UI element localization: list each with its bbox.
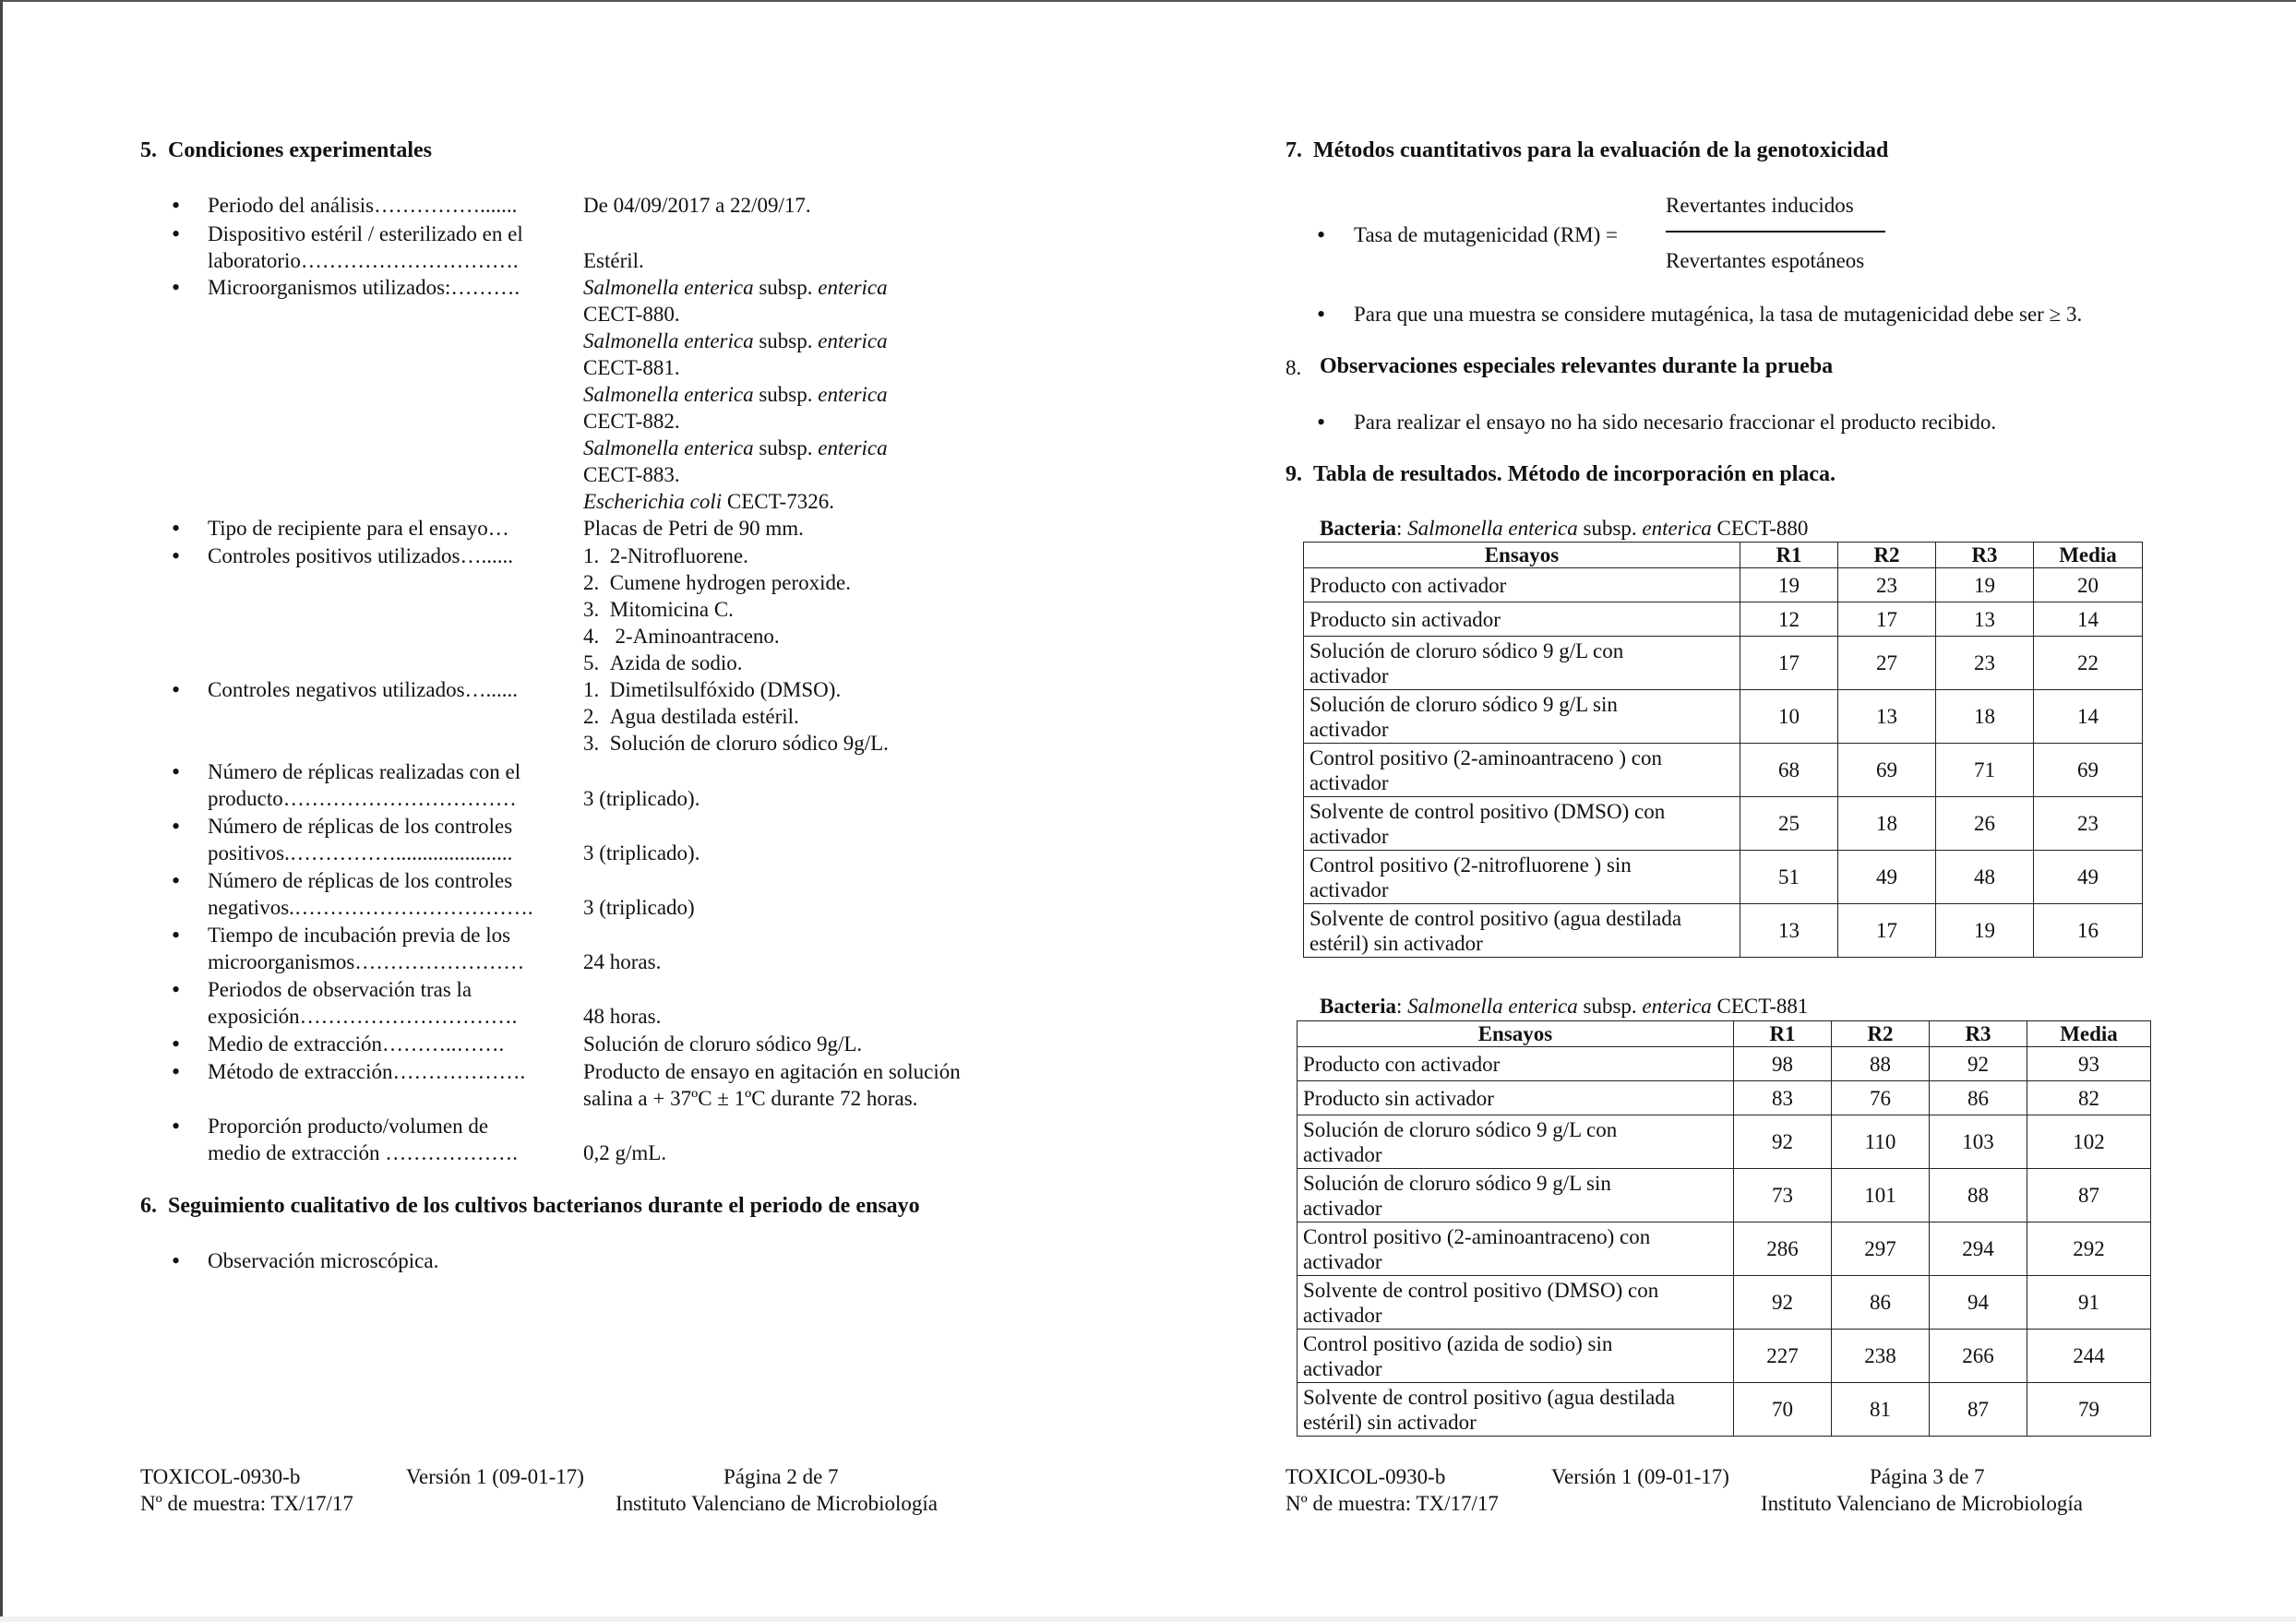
column-header: Media <box>2034 543 2143 568</box>
cell-value: 227 <box>1734 1330 1832 1383</box>
cell-value: 23 <box>1936 637 2034 690</box>
bullet: • <box>172 1113 181 1139</box>
row-label-line: Control positivo (azida de sodio) sin <box>1303 1331 1613 1355</box>
footer-institute: Instituto Valenciano de Microbiología <box>1761 1492 2083 1515</box>
row-label-line: Producto con activador <box>1303 1052 1501 1076</box>
table-row <box>1304 851 2143 904</box>
item-label: Periodo del análisis……………....... <box>208 194 518 217</box>
rm-note: Para que una muestra se considere mutagénica, la tasa de mutagenicidad debe ser ≥ 3. <box>1354 303 2083 326</box>
cell-value: 286 <box>1734 1222 1832 1276</box>
footer-version: Versión 1 (09-01-17) <box>1551 1465 1729 1488</box>
cell-value: 83 <box>1734 1081 1832 1115</box>
table-row <box>1297 1047 2151 1081</box>
row-label-line: Solución de cloruro sódico 9 g/L sin <box>1303 1171 1611 1195</box>
cell-value: 10 <box>1740 690 1838 744</box>
table-row <box>1304 744 2143 797</box>
item-label: Método de extracción………………. <box>208 1060 526 1083</box>
row-label <box>1297 1115 1734 1169</box>
row-label-line: Solución de cloruro sódico 9 g/L con <box>1309 638 1624 662</box>
footer-sample: Nº de muestra: TX/17/17 <box>140 1492 353 1515</box>
cell-value: 92 <box>1734 1115 1832 1169</box>
cell-value: 92 <box>1930 1047 2027 1081</box>
item-value: Placas de Petri de 90 mm. <box>583 517 804 540</box>
cell-value: 110 <box>1832 1115 1930 1169</box>
cell-value: 76 <box>1832 1081 1930 1115</box>
rm-denominator: Revertantes espotáneos <box>1666 249 1865 272</box>
row-label <box>1297 1330 1734 1383</box>
cell-value: 49 <box>2034 851 2143 904</box>
cell-value: 103 <box>1930 1115 2027 1169</box>
cell-value: 20 <box>2034 568 2143 602</box>
list-item: 2. Agua destilada estéril. <box>583 705 799 728</box>
item-value: Producto de ensayo en agitación en solución <box>583 1060 961 1083</box>
item-label: laboratorio…………………………. <box>208 249 519 272</box>
cell-value: 81 <box>1832 1383 1930 1437</box>
cell-value: 297 <box>1832 1222 1930 1276</box>
list-item: 2. Cumene hydrogen peroxide. <box>583 571 851 594</box>
cell-value: 86 <box>1832 1276 1930 1330</box>
table-1-caption: Bacteria: Salmonella enterica subsp. enterica CECT-880 <box>1320 517 1809 540</box>
row-label <box>1304 797 1740 851</box>
row-label-line: estéril) sin activador <box>1303 1410 1477 1434</box>
row-label <box>1297 1222 1734 1276</box>
cell-value: 51 <box>1740 851 1838 904</box>
bullet: • <box>172 758 181 785</box>
item-label: positivos.……………...................... <box>208 841 513 865</box>
item-value: 0,2 g/mL. <box>583 1141 667 1164</box>
organism-strain: CECT-882. <box>583 410 680 433</box>
row-label-line: activador <box>1309 824 1389 848</box>
row-label-line: estéril) sin activador <box>1309 931 1483 955</box>
cell-value: 92 <box>1734 1276 1832 1330</box>
bullet: • <box>1317 301 1326 328</box>
organism-name: Salmonella enterica subsp. enterica <box>583 383 888 406</box>
row-label <box>1297 1081 1734 1115</box>
footer-page: Página 2 de 7 <box>723 1465 839 1488</box>
column-header: R1 <box>1734 1021 1832 1047</box>
item-label: Medio de extracción………..……. <box>208 1032 505 1055</box>
cell-value: 26 <box>1936 797 2034 851</box>
cell-value: 48 <box>1936 851 2034 904</box>
footer-version: Versión 1 (09-01-17) <box>406 1465 584 1488</box>
bullet: • <box>172 1058 181 1085</box>
list-item: 5. Azida de sodio. <box>583 651 743 674</box>
section-8-item: Para realizar el ensayo no ha sido necesario fraccionar el producto recibido. <box>1354 411 1997 434</box>
table-2-caption: Bacteria: Salmonella enterica subsp. enterica CECT-881 <box>1320 995 1809 1018</box>
cell-value: 91 <box>2027 1276 2151 1330</box>
bullet: • <box>1317 221 1326 248</box>
row-label <box>1297 1383 1734 1437</box>
cell-value: 13 <box>1740 904 1838 958</box>
table-row <box>1304 568 2143 602</box>
row-label-line: Solvente de control positivo (DMSO) con <box>1309 799 1666 823</box>
organism-name: Salmonella enterica subsp. enterica <box>583 436 888 459</box>
item-label: Controles negativos utilizados…...... <box>208 678 519 701</box>
cell-value: 88 <box>1930 1169 2027 1222</box>
table-row <box>1297 1383 2151 1437</box>
table-row <box>1297 1169 2151 1222</box>
cell-value: 244 <box>2027 1330 2151 1383</box>
organism-strain: CECT-883. <box>583 463 680 486</box>
table-row <box>1297 1222 2151 1276</box>
cell-value: 14 <box>2034 602 2143 637</box>
row-label-line: Solvente de control positivo (agua destilada <box>1309 906 1682 930</box>
column-header: R3 <box>1930 1021 2027 1047</box>
row-label-line: Control positivo (2-nitrofluorene ) sin <box>1309 853 1632 877</box>
section-8-number: 8. <box>1286 356 1302 379</box>
cell-value: 86 <box>1930 1081 2027 1115</box>
cell-value: 266 <box>1930 1330 2027 1383</box>
bullet: • <box>172 867 181 894</box>
column-header: R3 <box>1936 543 2034 568</box>
footer-institute: Instituto Valenciano de Microbiología <box>616 1492 938 1515</box>
rm-label: Tasa de mutagenicidad (RM) = <box>1354 223 1618 246</box>
item-label: Tiempo de incubación previa de los <box>208 924 511 947</box>
cell-value: 23 <box>1838 568 1936 602</box>
rm-numerator: Revertantes inducidos <box>1666 194 1854 217</box>
cell-value: 19 <box>1936 568 2034 602</box>
section-6-item: Observación microscópica. <box>208 1249 439 1272</box>
item-label: producto…………………………… <box>208 787 517 810</box>
item-value: salina a + 37ºC ± 1ºC durante 72 horas. <box>583 1087 918 1110</box>
cell-value: 94 <box>1930 1276 2027 1330</box>
organism-ecoli: Escherichia coli CECT-7326. <box>583 490 834 513</box>
item-value: 3 (triplicado). <box>583 841 700 865</box>
column-header: Ensayos <box>1297 1021 1734 1047</box>
section-7-title: 7. Métodos cuantitativos para la evaluación de la genotoxicidad <box>1286 138 1889 162</box>
item-value: Solución de cloruro sódico 9g/L. <box>583 1032 863 1055</box>
item-label: microorganismos…………………… <box>208 950 525 973</box>
cell-value: 12 <box>1740 602 1838 637</box>
cell-value: 17 <box>1838 602 1936 637</box>
row-label-line: activador <box>1303 1249 1382 1273</box>
bullet: • <box>172 676 181 703</box>
cell-value: 294 <box>1930 1222 2027 1276</box>
organism-name: Salmonella enterica subsp. enterica <box>583 329 888 352</box>
row-label-line: Producto sin activador <box>1303 1086 1494 1110</box>
cell-value: 25 <box>1740 797 1838 851</box>
table-row <box>1304 904 2143 958</box>
column-header: Ensayos <box>1304 543 1740 568</box>
cell-value: 70 <box>1734 1383 1832 1437</box>
footer-sample: Nº de muestra: TX/17/17 <box>1286 1492 1499 1515</box>
table-header-row <box>1297 1021 2151 1047</box>
row-label-line: Producto con activador <box>1309 573 1507 597</box>
bullet: • <box>172 976 181 1003</box>
cell-value: 16 <box>2034 904 2143 958</box>
section-5-title: 5. Condiciones experimentales <box>140 138 432 162</box>
page-frame-bottom <box>0 1616 2296 1622</box>
item-value: 3 (triplicado) <box>583 896 695 919</box>
column-header: Media <box>2027 1021 2151 1047</box>
table-row <box>1304 690 2143 744</box>
row-label-line: Solvente de control positivo (DMSO) con <box>1303 1278 1659 1302</box>
bullet: • <box>172 1247 181 1274</box>
cell-value: 87 <box>2027 1169 2151 1222</box>
row-label <box>1304 602 1740 637</box>
cell-value: 101 <box>1832 1169 1930 1222</box>
item-label: Número de réplicas de los controles <box>208 815 513 838</box>
cell-value: 14 <box>2034 690 2143 744</box>
results-table-cect-881 <box>1297 1020 2151 1437</box>
table-row <box>1297 1276 2151 1330</box>
row-label-line: activador <box>1309 877 1389 901</box>
cell-value: 102 <box>2027 1115 2151 1169</box>
table-row <box>1304 637 2143 690</box>
row-label <box>1297 1047 1734 1081</box>
fraction-line <box>1666 231 1885 233</box>
item-label: Número de réplicas de los controles <box>208 869 513 892</box>
list-item: 4. 2-Aminoantraceno. <box>583 625 780 648</box>
item-label: Periodos de observación tras la <box>208 978 472 1001</box>
cell-value: 87 <box>1930 1383 2027 1437</box>
bullet: • <box>1317 409 1326 435</box>
bullet: • <box>172 221 181 247</box>
cell-value: 69 <box>2034 744 2143 797</box>
item-label: medio de extracción ………………. <box>208 1141 518 1164</box>
cell-value: 88 <box>1832 1047 1930 1081</box>
row-label <box>1297 1276 1734 1330</box>
cell-value: 69 <box>1838 744 1936 797</box>
bullet: • <box>172 813 181 840</box>
footer-code: TOXICOL-0930-b <box>140 1465 301 1488</box>
organism-strain: CECT-880. <box>583 303 680 326</box>
cell-value: 23 <box>2034 797 2143 851</box>
row-label-line: activador <box>1303 1142 1382 1166</box>
section-9-title: 9. Tabla de resultados. Método de incorporación en placa. <box>1286 462 1836 486</box>
results-table-cect-880 <box>1303 542 2143 958</box>
cell-value: 22 <box>2034 637 2143 690</box>
item-label: Tipo de recipiente para el ensayo… <box>208 517 509 540</box>
row-label-line: activador <box>1309 663 1389 687</box>
cell-value: 17 <box>1838 904 1936 958</box>
cell-value: 73 <box>1734 1169 1832 1222</box>
row-label-line: activador <box>1309 717 1389 741</box>
bullet: • <box>172 1031 181 1057</box>
cell-value: 18 <box>1838 797 1936 851</box>
row-label-line: Producto sin activador <box>1309 607 1501 631</box>
row-label <box>1297 1169 1734 1222</box>
table-row <box>1304 797 2143 851</box>
row-label-line: Solución de cloruro sódico 9 g/L con <box>1303 1117 1618 1141</box>
cell-value: 82 <box>2027 1081 2151 1115</box>
list-item: 1. Dimetilsulfóxido (DMSO). <box>583 678 842 701</box>
row-label <box>1304 851 1740 904</box>
row-label-line: Control positivo (2-aminoantraceno) con <box>1303 1224 1651 1248</box>
bullet: • <box>172 515 181 542</box>
cell-value: 93 <box>2027 1047 2151 1081</box>
organism-name: Salmonella enterica subsp. enterica <box>583 276 888 299</box>
item-label: Microorganismos utilizados:………. <box>208 276 520 299</box>
list-item: 3. Mitomicina C. <box>583 598 734 621</box>
footer-code: TOXICOL-0930-b <box>1286 1465 1446 1488</box>
cell-value: 238 <box>1832 1330 1930 1383</box>
cell-value: 292 <box>2027 1222 2151 1276</box>
page-frame-top <box>0 0 2296 2</box>
column-header: R1 <box>1740 543 1838 568</box>
row-label-line: activador <box>1303 1196 1382 1220</box>
row-label-line: activador <box>1309 770 1389 794</box>
bullet: • <box>172 274 181 301</box>
table-header-row <box>1304 543 2143 568</box>
item-label: Dispositivo estéril / esterilizado en el <box>208 222 523 245</box>
bullet: • <box>172 543 181 569</box>
item-label: negativos.……………………………. <box>208 896 533 919</box>
cell-value: 79 <box>2027 1383 2151 1437</box>
table-row <box>1304 602 2143 637</box>
item-value: 3 (triplicado). <box>583 787 700 810</box>
cell-value: 98 <box>1734 1047 1832 1081</box>
row-label-line: Solvente de control positivo (agua destilada <box>1303 1385 1676 1409</box>
table-row <box>1297 1330 2151 1383</box>
cell-value: 27 <box>1838 637 1936 690</box>
cell-value: 49 <box>1838 851 1936 904</box>
column-header: R2 <box>1838 543 1936 568</box>
item-value: 48 horas. <box>583 1005 662 1028</box>
row-label <box>1304 568 1740 602</box>
row-label-line: Control positivo (2-aminoantraceno ) con <box>1309 745 1662 769</box>
page-frame-left <box>0 0 3 1622</box>
row-label <box>1304 744 1740 797</box>
cell-value: 17 <box>1740 637 1838 690</box>
section-8-title: Observaciones especiales relevantes durante la prueba <box>1320 354 1834 378</box>
footer-page: Página 3 de 7 <box>1870 1465 1985 1488</box>
column-header: R2 <box>1832 1021 1930 1047</box>
row-label <box>1304 904 1740 958</box>
item-label: exposición…………………………. <box>208 1005 518 1028</box>
item-label: Proporción producto/volumen de <box>208 1115 489 1138</box>
row-label-line: activador <box>1303 1356 1382 1380</box>
bullet: • <box>172 192 181 219</box>
item-label: Controles positivos utilizados…...... <box>208 544 513 567</box>
cell-value: 68 <box>1740 744 1838 797</box>
item-label: Número de réplicas realizadas con el <box>208 760 521 783</box>
row-label <box>1304 690 1740 744</box>
row-label <box>1304 637 1740 690</box>
section-6-title: 6. Seguimiento cualitativo de los cultivos bacterianos durante el periodo de ensayo <box>140 1194 920 1218</box>
cell-value: 13 <box>1838 690 1936 744</box>
row-label-line: activador <box>1303 1303 1382 1327</box>
cell-value: 71 <box>1936 744 2034 797</box>
table-row <box>1297 1081 2151 1115</box>
bullet: • <box>172 922 181 948</box>
table-row <box>1297 1115 2151 1169</box>
list-item: 3. Solución de cloruro sódico 9g/L. <box>583 732 889 755</box>
item-value: 24 horas. <box>583 950 662 973</box>
item-value: Estéril. <box>583 249 644 272</box>
cell-value: 19 <box>1936 904 2034 958</box>
row-label-line: Solución de cloruro sódico 9 g/L sin <box>1309 692 1618 716</box>
cell-value: 18 <box>1936 690 2034 744</box>
cell-value: 13 <box>1936 602 2034 637</box>
organism-strain: CECT-881. <box>583 356 680 379</box>
cell-value: 19 <box>1740 568 1838 602</box>
list-item: 1. 2-Nitrofluorene. <box>583 544 748 567</box>
item-value: De 04/09/2017 a 22/09/17. <box>583 194 811 217</box>
